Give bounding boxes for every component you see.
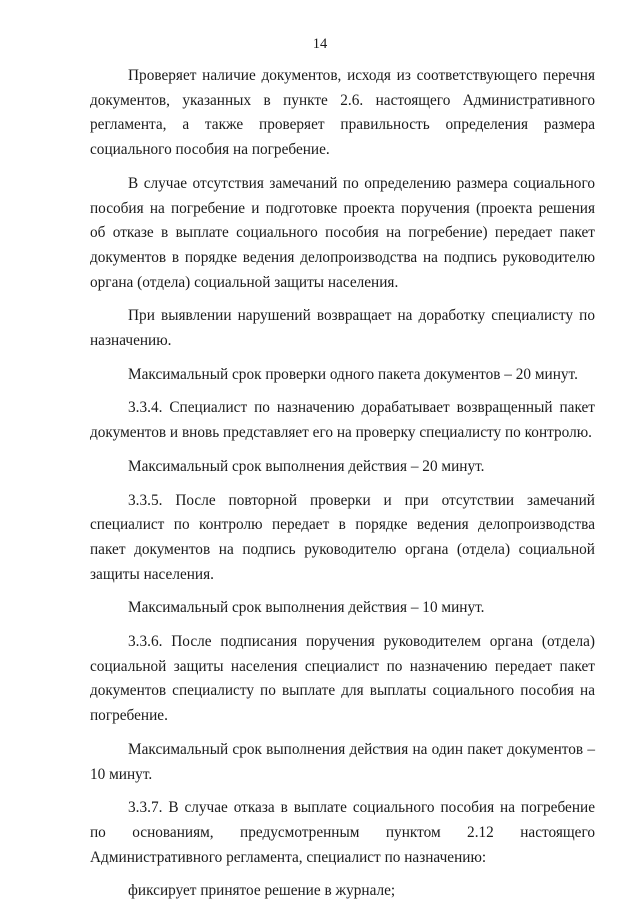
paragraph: Максимальный срок выполнения действия – 10 минут. bbox=[128, 599, 485, 617]
paragraph: В случае отсутствия замечаний по определению размера социального пособия на погребение и подготовке проекта поручения (проекта решения об отказе в выплате социального пособия на погребение) передает пакет документов в порядке ведения делопроизводства на подпись руководителю органа (отдела) социальной защиты населения. bbox=[90, 174, 595, 291]
paragraph: 3.3.7. В случае отказа в выплате социального пособия на погребение по основаниям, предусмотренным пунктом 2.12 настоящего Административного регламента, специалист по назначению: bbox=[90, 799, 595, 866]
paragraph: Проверяет наличие документов, исходя из соответствующего перечня документов, указанных в пункте 2.6. настоящего Административного регламента, а также проверяет правильность определения размера социального пособия на погребение. bbox=[90, 67, 595, 159]
paragraph: Максимальный срок проверки одного пакета документов – 20 минут. bbox=[128, 365, 578, 383]
paragraph: 3.3.6. После подписания поручения руководителем органа (отдела) социальной защиты населения специалист по назначению передает пакет документов специалисту по выплате для выплаты социального пособия на погребение. bbox=[90, 633, 595, 725]
paragraph: Максимальный срок выполнения действия – 20 минут. bbox=[128, 457, 485, 475]
paragraph: 3.3.5. После повторной проверки и при отсутствии замечаний специалист по контролю передает в порядке ведения делопроизводства пакет документов на подпись руководителю органа (отдела) социальной защиты населения. bbox=[90, 491, 595, 583]
paragraph: 3.3.4. Специалист по назначению дорабатывает возвращенный пакет документов и вновь представляет его на проверку специалисту по контролю. bbox=[90, 399, 595, 442]
page-number: 14 bbox=[312, 36, 328, 52]
document-body bbox=[90, 64, 595, 904]
paragraph: При выявлении нарушений возвращает на доработку специалисту по назначению. bbox=[90, 307, 595, 350]
paragraph: Максимальный срок выполнения действия на один пакет документов – 10 минут. bbox=[90, 740, 595, 783]
paragraph: фиксирует принятое решение в журнале; bbox=[128, 882, 396, 900]
